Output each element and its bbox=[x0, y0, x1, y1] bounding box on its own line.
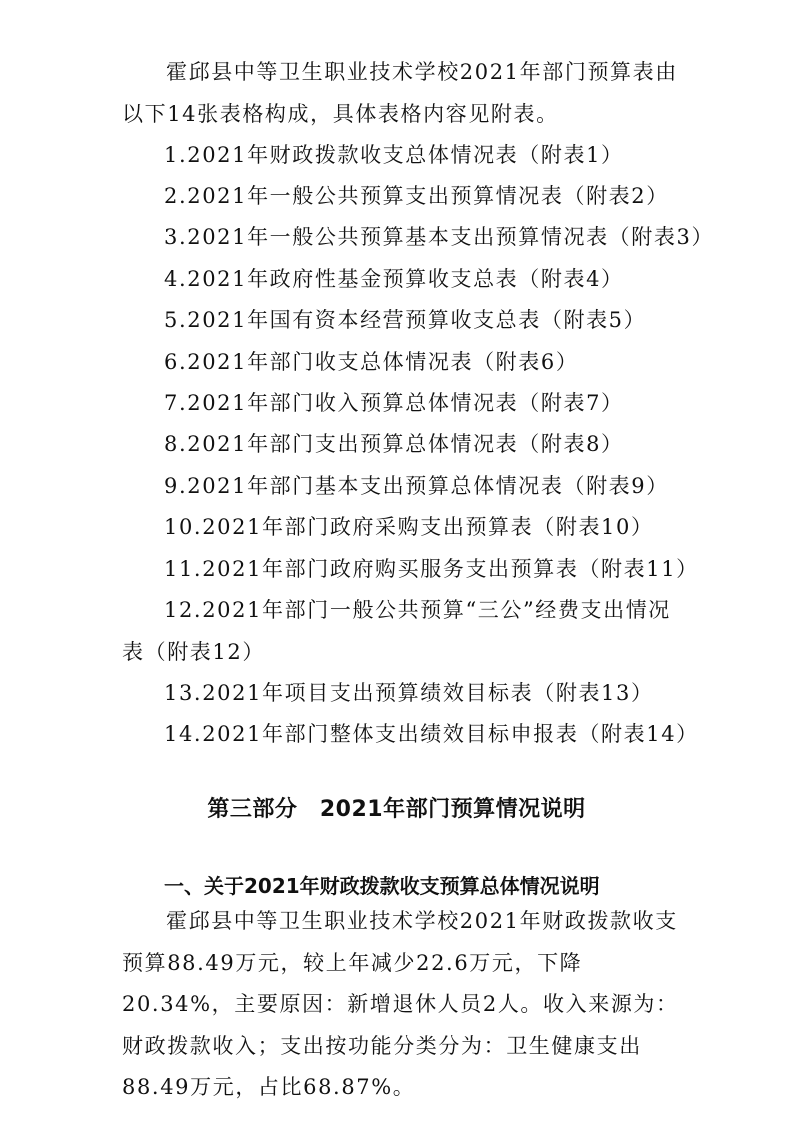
list-item: 8.2021年部门支出预算总体情况表（附表8） bbox=[164, 432, 624, 456]
body-text: 霍邱县中等卫生职业技术学校2021年财政拨款收支预算88.49万元，较上年减少22.6万元，下降20.34%，主要原因：新增退休人员2人。收入来源为：财政拨款收入；支出按功能分类分为：卫生健康支出88.49万元，占比68.87%。 bbox=[122, 909, 679, 1099]
list-item bbox=[122, 590, 682, 673]
list-item: 13.2021年项目支出预算绩效目标表（附表13） bbox=[164, 681, 654, 705]
list-item: 2.2021年一般公共预算支出预算情况表（附表2） bbox=[164, 184, 669, 208]
list-item-text: 12.2021年部门一般公共预算“三公”经费支出情况表（附表12） bbox=[122, 598, 671, 664]
list-item: 6.2021年部门收支总体情况表（附表6） bbox=[164, 350, 579, 374]
section-heading: 第三部分 2021年部门预算情况说明 bbox=[207, 797, 586, 822]
list-item: 7.2021年部门收入预算总体情况表（附表7） bbox=[164, 391, 624, 415]
list-item: 1.2021年财政拨款收支总体情况表（附表1） bbox=[164, 143, 624, 167]
list-item: 14.2021年部门整体支出绩效目标申报表（附表14） bbox=[164, 722, 699, 746]
list-item: 10.2021年部门政府采购支出预算表（附表10） bbox=[164, 515, 654, 539]
list-item: 11.2021年部门政府购买服务支出预算表（附表11） bbox=[164, 557, 699, 581]
body-paragraph bbox=[122, 901, 682, 1109]
list-item: 4.2021年政府性基金预算收支总表（附表4） bbox=[164, 267, 624, 291]
list-item: 3.2021年一般公共预算基本支出预算情况表（附表3） bbox=[164, 225, 715, 249]
intro-text: 霍邱县中等卫生职业技术学校2021年部门预算表由以下14张表格构成，具体表格内容见附表。 bbox=[122, 60, 678, 126]
sub-heading: 一、关于2021年财政拨款收支预算总体情况说明 bbox=[164, 874, 600, 898]
list-item: 5.2021年国有资本经营预算收支总表（附表5） bbox=[164, 308, 647, 332]
list-item: 9.2021年部门基本支出预算总体情况表（附表9） bbox=[164, 474, 669, 498]
intro-paragraph bbox=[122, 52, 682, 135]
